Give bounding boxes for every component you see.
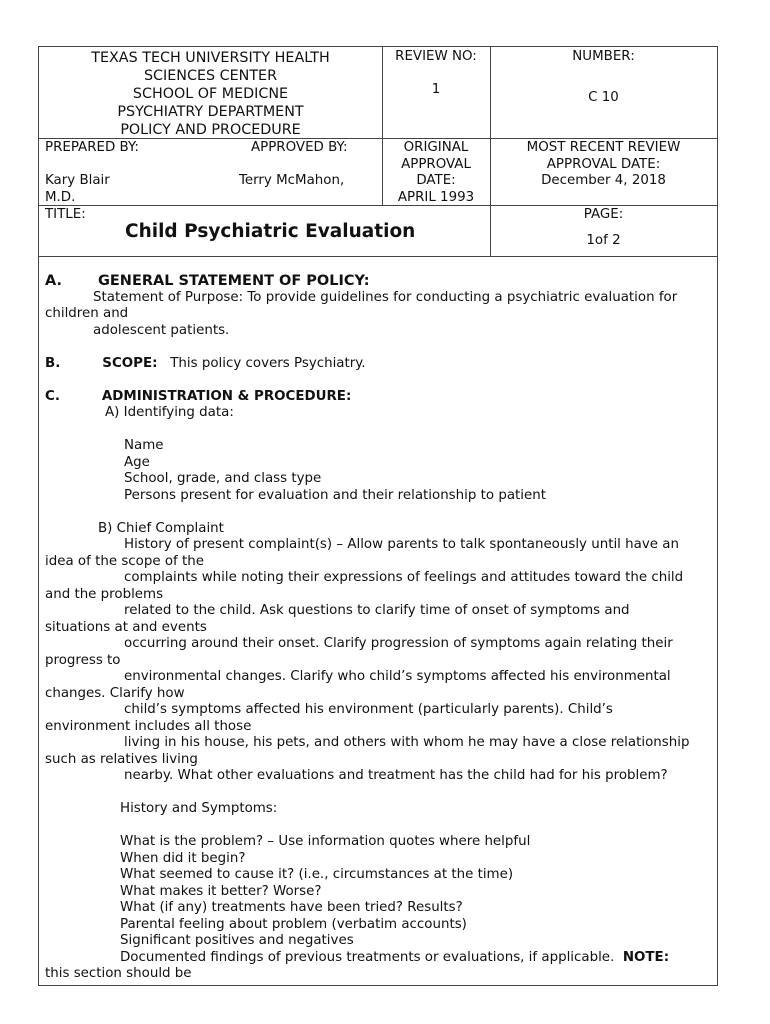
divider: [39, 256, 717, 257]
review-no-value: 1: [431, 81, 441, 97]
number-label: NUMBER:: [572, 49, 635, 64]
list-item: Age: [124, 454, 150, 470]
recent-review-cell: MOST RECENT REVIEW APPROVAL DATE: December 4, 2018: [526, 140, 681, 188]
prepared-by-name: Kary Blair: [45, 173, 110, 188]
complaint-line: situations at and events: [45, 619, 207, 635]
document-title: Child Psychiatric Evaluation: [125, 221, 416, 242]
approved-by-label: APPROVED BY:: [251, 140, 348, 155]
documented-findings: Documented findings of previous treatments or evaluations, if applicable. NOTE:: [120, 949, 670, 965]
final-line: this section should be: [45, 966, 192, 981]
complaint-line: changes. Clarify how: [45, 685, 185, 701]
page-value: 1of 2: [586, 232, 621, 248]
list-item: When did it begin?: [120, 850, 246, 866]
section-a-heading: A. GENERAL STATEMENT OF POLICY:: [45, 273, 370, 289]
chief-complaint-heading: B) Chief Complaint: [98, 520, 224, 536]
complaint-line: History of present complaint(s) – Allow parents to talk spontaneously until have an: [124, 537, 679, 552]
policy-header-table: [39, 47, 717, 256]
complaint-line: progress to: [45, 652, 121, 668]
complaint-line: idea of the scope of the: [45, 553, 204, 569]
list-item: What is the problem? – Use information quotes where helpful: [120, 834, 531, 849]
section-b: B. SCOPE: This policy covers Psychiatry.: [45, 355, 366, 371]
number-value: C 10: [588, 89, 619, 105]
list-item: What seemed to cause it? (i.e., circumstances at the time): [120, 867, 514, 882]
complaint-line: child’s symptoms affected his environment (particularly parents). Child’s: [124, 702, 613, 717]
complaint-line: occurring around their onset. Clarify progression of symptoms again relating their: [124, 636, 673, 651]
complaint-line: complaints while noting their expressions of feelings and attitudes toward the child: [124, 570, 684, 585]
section-a-line: Statement of Purpose: To provide guidelines for conducting a psychiatric evaluation for: [93, 289, 678, 305]
review-no-label: REVIEW NO:: [395, 49, 477, 64]
page-label: PAGE:: [583, 207, 624, 222]
title-label: TITLE:: [45, 207, 86, 222]
complaint-line: environment includes all those: [45, 718, 252, 734]
list-item: What makes it better? Worse?: [120, 883, 322, 899]
approved-by-suffix: M.D.: [45, 189, 76, 205]
complaint-line: such as relatives living: [45, 751, 198, 767]
institution-name: TEXAS TECH UNIVERSITY HEALTH SCIENCES CENTER SCHOOL OF MEDICNE PSYCHIATRY DEPARTMENT POLICY AND PROCEDURE: [91, 50, 330, 138]
complaint-line: and the problems: [45, 586, 164, 602]
section-a-line: adolescent patients.: [93, 322, 230, 338]
section-a-line: children and: [45, 306, 129, 321]
list-item: Name: [124, 438, 164, 453]
complaint-line: related to the child. Ask questions to clarify time of onset of symptoms and: [124, 603, 630, 618]
history-heading: History and Symptoms:: [120, 801, 278, 816]
list-item: Significant positives and negatives: [120, 933, 354, 948]
list-item: What (if any) treatments have been tried? Results?: [120, 900, 463, 915]
prepared-by-label: PREPARED BY:: [45, 140, 139, 155]
identifying-data-heading: A) Identifying data:: [105, 405, 234, 420]
section-c-heading: C. ADMINISTRATION & PROCEDURE:: [45, 388, 352, 404]
number-cell: [490, 49, 717, 106]
list-item: School, grade, and class type: [124, 471, 322, 486]
complaint-line: living in his house, his pets, and others with whom he may have a close relationship: [124, 735, 690, 750]
original-approval-cell: ORIGINAL APPROVAL DATE: APRIL 1993: [397, 140, 475, 205]
list-item: Persons present for evaluation and their relationship to patient: [124, 487, 546, 503]
complaint-line: environmental changes. Clarify who child’s symptoms affected his environmental: [124, 669, 671, 684]
policy-document: [38, 46, 718, 986]
list-item: Parental feeling about problem (verbatim accounts): [120, 916, 467, 932]
page-cell: [490, 207, 717, 249]
approved-by-name: Terry McMahon,: [239, 173, 345, 188]
review-no-cell: [382, 49, 490, 98]
prepared-approved-cell: [45, 140, 380, 206]
complaint-line: nearby. What other evaluations and treatment has the child had for his problem?: [124, 768, 668, 783]
policy-body: [45, 273, 711, 983]
